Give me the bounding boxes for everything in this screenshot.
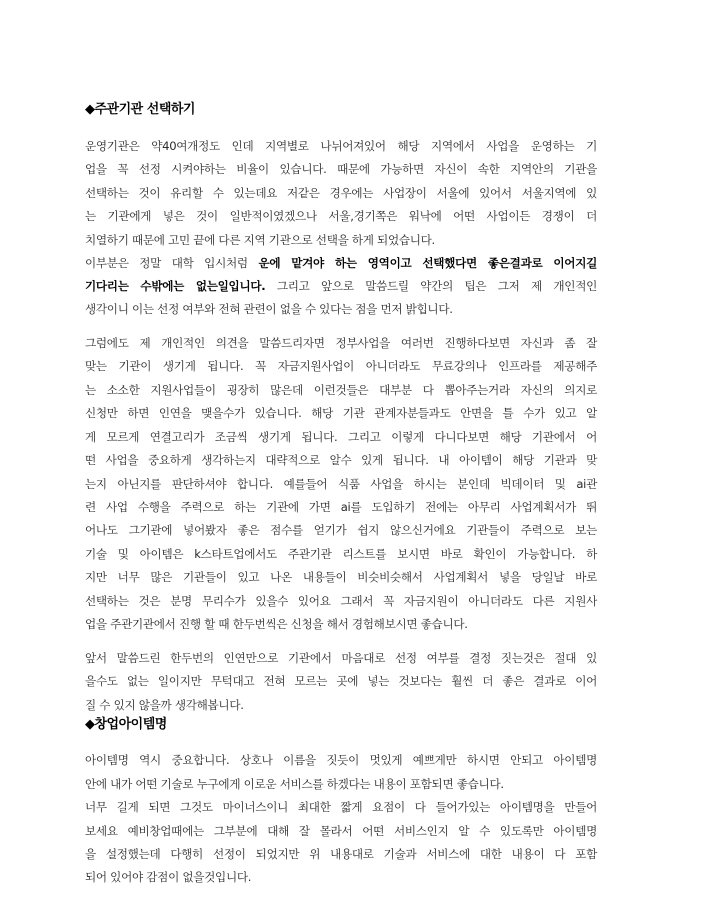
text-line: 운영기관은 약40여개정도 인데 지역별로 나뉘어져있어 해당 지역에서 사업을 운영하는 기 — [85, 139, 597, 153]
text-line: 을수도 없는 일이지만 무턱대고 전혀 모르는 곳에 넣는 것보다는 훨씬 더 좋은 결과로 이어 — [85, 674, 597, 688]
text-line: 선택하는 것이 유리할 수 있는데요 저같은 경우에는 사업장이 서울에 있어서 서울지역에 있 — [85, 186, 597, 200]
text-line: 그럼에도 제 개인적인 의견을 말씀드리자면 정부사업을 여러번 진행하다보면 자신과 좀 잘 — [85, 336, 597, 350]
text-line: 업을 주관기관에서 진행 할 때 한두번씩은 신청을 해서 경험해보시면 좋습니다. — [85, 617, 468, 631]
text-line-mixed — [85, 254, 597, 272]
text-line: 안에 내가 어떤 기술로 누구에게 이로운 서비스를 하겠다는 내용이 포함되면 좋습니다. — [85, 777, 504, 791]
text-line: 업을 꼭 선정 시켜야하는 비율이 있습니다. 때문에 가능하면 자신이 속한 지역안의 기관을 — [85, 162, 597, 176]
text-line: 떤 사업을 중요하게 생각하는지 대략적으로 알수 있게 됩니다. 내 아이템이 해당 기관과 맞 — [85, 453, 597, 467]
text-line: 되어 있어야 감점이 없을것입니다. — [85, 870, 252, 884]
section-heading-host-agency: ◆주관기관 선택하기 — [85, 102, 195, 117]
normal-text: 이부분은 정말 대학 입시처럼 — [85, 256, 259, 270]
text-line: 련 사업 수행을 주력으로 하는 기관에 가면 ai를 도입하기 전에는 아무리 사업계획서가 뛰 — [85, 500, 597, 514]
section-heading-item-name: ◆창업아이템명 — [85, 717, 167, 732]
text-line: 보세요 예비창업때에는 그부분에 대해 잘 몰라서 어떤 서비스인지 알 수 있도록만 아이템명 — [85, 824, 597, 838]
text-line: 맞는 기관이 생기게 됩니다. 꼭 자금지원사업이 아니더라도 무료강의나 인프라를 제공해주 — [85, 359, 597, 373]
text-line: 생각이니 이는 선정 여부와 전혀 관련이 없을 수 있다는 점을 먼저 밝힙니다. — [85, 302, 453, 316]
text-line: 는지 아닌지를 판단하셔야 합니다. 예를들어 식품 사업을 하시는 분인데 빅데이터 및 ai관 — [85, 477, 597, 491]
text-line: 을 설정했는데 다행히 선정이 되었지만 위 내용대로 기술과 서비스에 대한 내용이 다 포함 — [85, 847, 597, 861]
text-line: 치열하기 때문에 고민 끝에 다른 지역 기관으로 선택을 하게 되었습니다. — [85, 233, 435, 247]
text-line: 는 소소한 지원사업들이 굉장히 많은데 이런것들은 대부분 다 뽑아주는거라 자신의 의지로 — [85, 383, 597, 397]
text-line: 지만 너무 많은 기관들이 있고 나온 내용들이 비슷비슷해서 사업계획서 넣을 당일날 바로 — [85, 570, 597, 584]
text-line: 는 기관에게 넣은 것이 일반적이였겠으나 서울,경기쪽은 워낙에 어떤 사업이든 경쟁이 더 — [85, 209, 597, 223]
bold-emphasis-text: 운에 맡겨야 하는 영역이고 선택했다면 좋은결과로 이어지길 — [258, 256, 597, 270]
text-line: 신청만 하면 인연을 맺을수가 있습니다. 해당 기관 관계자분들과도 안면을 틀 수가 있고 알 — [85, 406, 597, 420]
text-line: 너무 길게 되면 그것도 마이너스이니 최대한 짧게 요점이 다 들어가있는 아이템명을 만들어 — [85, 800, 597, 814]
text-line-mixed — [85, 277, 597, 295]
text-line: 질 수 있지 않을까 생각해봅니다. — [85, 698, 244, 712]
normal-text: 그리고 앞으로 말씀드릴 약간의 팁은 그저 제 개인적인 — [265, 279, 597, 293]
text-line: 기술 및 아이템은 k스타트업에서도 주관기관 리스트를 보시면 바로 확인이 가능합니다. 하 — [85, 547, 597, 561]
text-line: 아이템명 역시 중요합니다. 상호나 이름을 짓듯이 멋있게 예쁘게만 하시면 안되고 아이템명 — [85, 753, 597, 767]
bold-emphasis-text: 기다리는 수밖에는 없는일입니다. — [85, 279, 266, 293]
text-line: 어나도 그기관에 넣어봤자 좋은 점수를 얻기가 쉽지 않으신거에요 기관들이 주력으로 보는 — [85, 523, 597, 537]
text-line: 선택하는 것은 분명 무리수가 있을수 있어요 그래서 꼭 자금지원이 아니더라도 다른 지원사 — [85, 594, 597, 608]
text-line: 앞서 말씀드린 한두번의 인연만으로 기관에서 마음대로 선정 여부를 결정 짓는것은 절대 있 — [85, 651, 597, 665]
text-line: 게 모르게 연결고리가 조금씩 생기게 됩니다. 그리고 이렇게 다니다보면 해당 기관에서 어 — [85, 430, 597, 444]
